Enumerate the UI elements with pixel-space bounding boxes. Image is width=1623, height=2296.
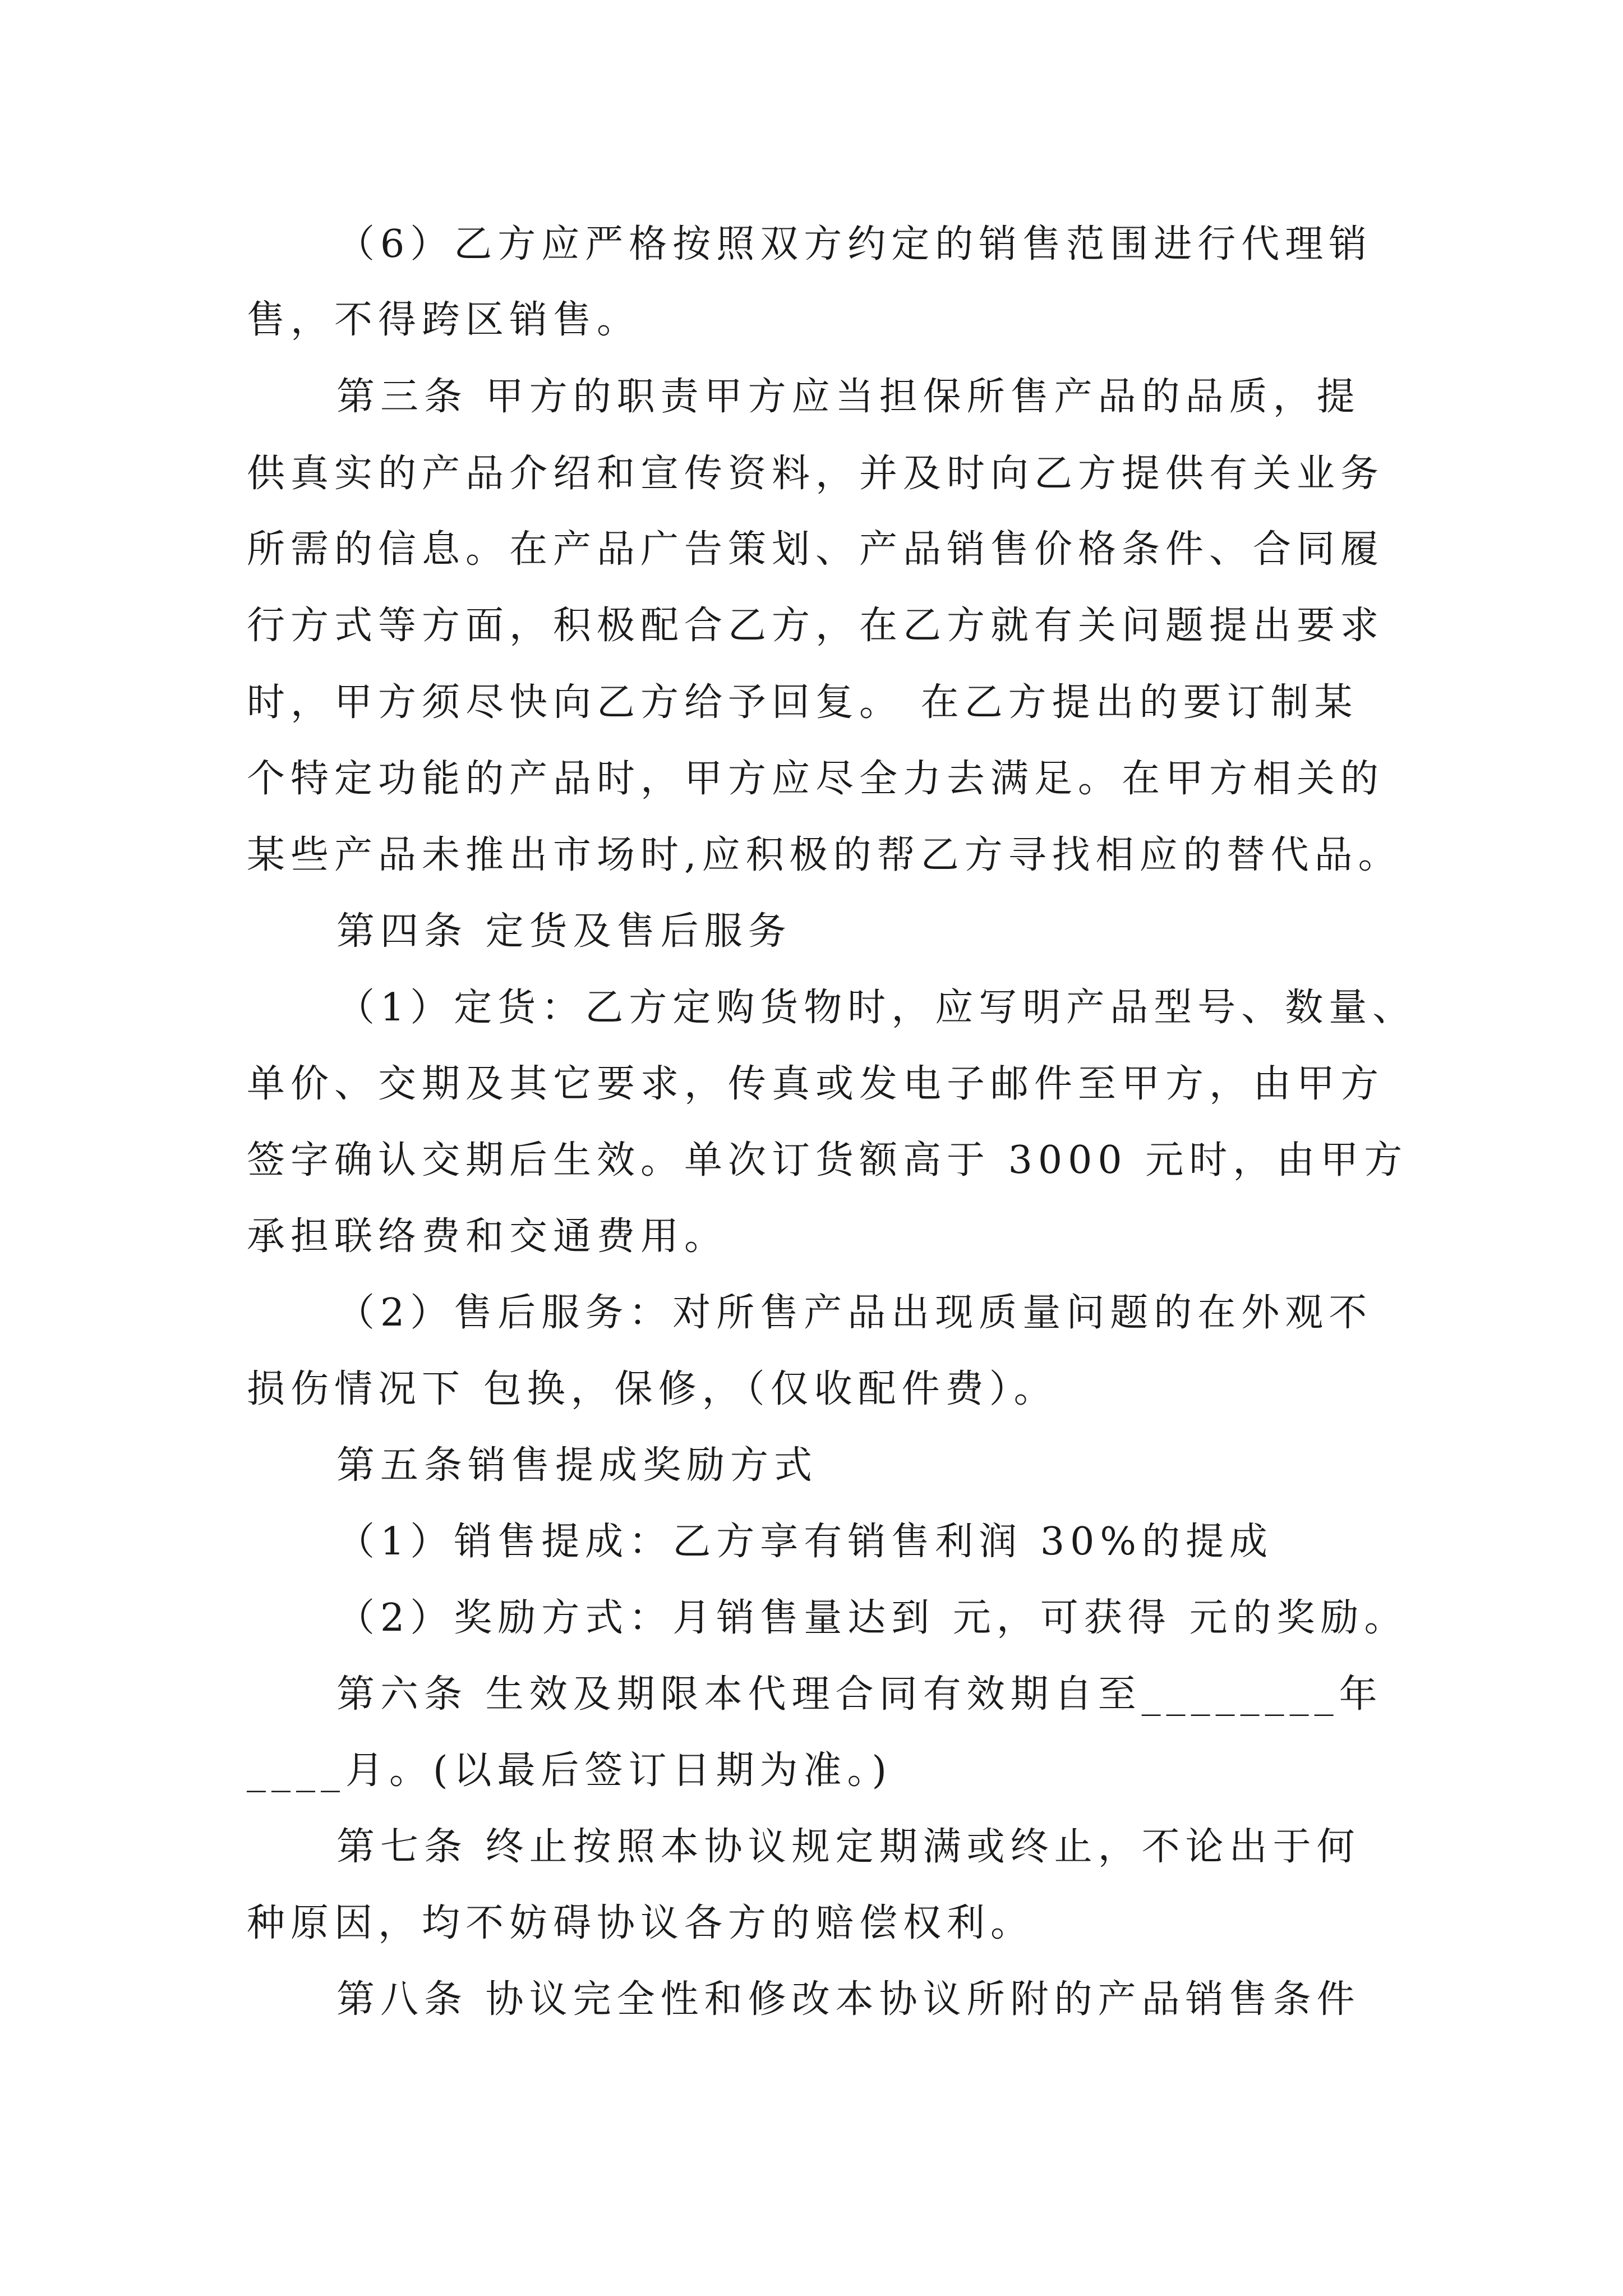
text-line: 个特定功能的产品时，甲方应尽全力去满足。在甲方相关的 [247, 757, 1385, 801]
text-line: 第四条 定货及售后服务 [336, 909, 792, 954]
text-line: （2）售后服务：对所售产品出现质量问题的在外观不 [336, 1291, 1373, 1335]
text-line: 第五条销售提成奖励方式 [336, 1443, 818, 1488]
text-line: 签字确认交期后生效。单次订货额高于 3000 元时，由甲方 [247, 1138, 1408, 1182]
text-line: 时，甲方须尽快向乙方给予回复。 在乙方提出的要订制某 [247, 680, 1358, 725]
text-line: （2）奖励方式：月销售量达到 元，可获得 元的奖励。 [336, 1596, 1408, 1640]
text-line: （6）乙方应严格按照双方约定的销售范围进行代理销 [336, 222, 1373, 266]
text-line: 行方式等方面，积极配合乙方，在乙方就有关问题提出要求 [247, 604, 1385, 648]
text-line: （1）定货：乙方定购货物时，应写明产品型号、数量、 [336, 986, 1417, 1030]
text-line: 单价、交期及其它要求，传真或发电子邮件至甲方，由甲方 [247, 1062, 1385, 1106]
text-line: 供真实的产品介绍和宣传资料，并及时向乙方提供有关业务 [247, 452, 1385, 496]
text-line: 第七条 终止按照本协议规定期满或终止，不论出于何 [336, 1825, 1361, 1869]
text-line: 承担联络费和交通费用。 [247, 1214, 728, 1259]
text-line: （1）销售提成：乙方享有销售利润 30%的提成 [336, 1520, 1274, 1564]
text-line: 所需的信息。在产品广告策划、产品销售价格条件、合同履 [247, 527, 1385, 572]
text-line: 某些产品未推出市场时,应积极的帮乙方寻找相应的替代品。 [247, 833, 1402, 877]
text-line: 种原因，均不妨碍协议各方的赔偿权利。 [247, 1901, 1035, 1945]
text-line: 第八条 协议完全性和修改本协议所附的产品销售条件 [336, 1977, 1361, 2022]
text-line: ____月。(以最后签订日期为准。) [247, 1749, 893, 1793]
text-line: 第六条 生效及期限本代理合同有效期自至________年 [336, 1672, 1383, 1717]
text-line: 损伤情况下 包换，保修，（仅收配件费）。 [247, 1367, 1058, 1411]
text-line: 第三条 甲方的职责甲方应当担保所售产品的品质，提 [336, 375, 1361, 419]
text-line: 售，不得跨区销售。 [247, 298, 641, 342]
